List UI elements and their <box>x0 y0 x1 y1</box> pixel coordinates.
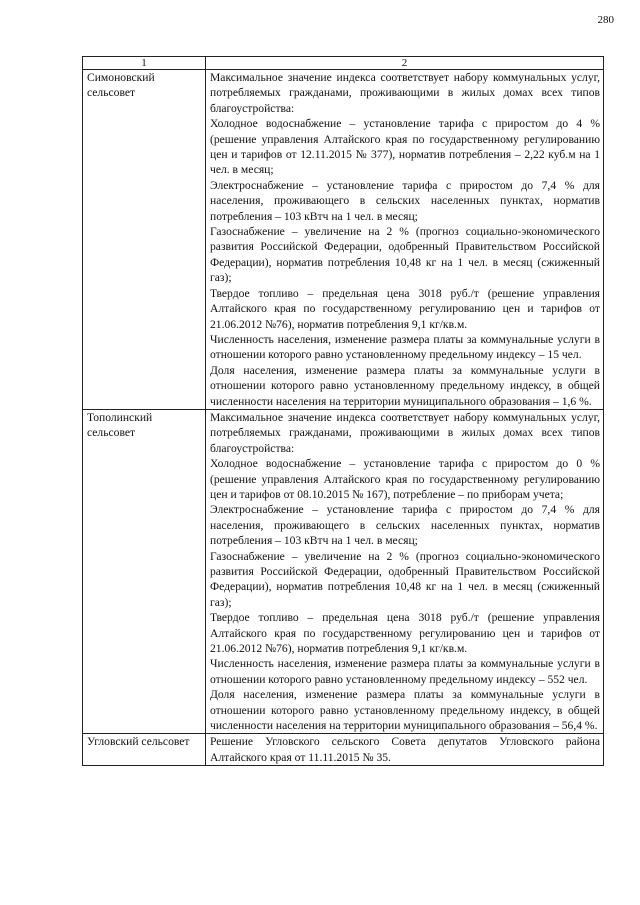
description-paragraph: Численность населения, изменение размера платы за коммунальные услуги в отношении которого равно установленному предельному индексу – 15 чел. <box>210 332 600 362</box>
index-description <box>206 734 604 766</box>
description-paragraph: Электроснабжение – установление тарифа с приростом до 7,4 % для населения, проживающего в сельских населенных пунктах, норматив потребления – 103 кВтч на 1 чел. в месяц; <box>210 178 600 223</box>
description-paragraph: Газоснабжение – увеличение на 2 % (прогноз социально-экономического развития Российской Федерации, одобренный Правительством Российской Федерации), норматив потребления 10,48 кг на 1 чел. в месяц (сжиженный газ); <box>210 549 600 609</box>
column-header-1: 1 <box>83 57 206 70</box>
table-header-row <box>83 57 604 70</box>
municipality-name: Тополинский сельсовет <box>83 409 206 734</box>
index-description <box>206 409 604 734</box>
description-paragraph: Холодное водоснабжение – установление тарифа с приростом до 4 % (решение управления Алтайского края по государственному регулированию цен и тарифов от 12.11.2015 № 377), норматив потребления – 2,22 куб.м на 1 чел. в месяц; <box>210 117 600 177</box>
description-paragraph: Твердое топливо – предельная цена 3018 руб./т (решение управления Алтайского края по государственному регулированию цен и тарифов от 21.06.2012 №76), норматив потребления 9,1 кг/кв.м. <box>210 611 600 656</box>
table-row <box>83 409 604 734</box>
page-number: 280 <box>597 14 614 26</box>
description-paragraph: Холодное водоснабжение – установление тарифа с приростом до 0 % (решение управления Алтайского края по государственному регулированию цен и тарифов от 08.10.2015 № 167), потребление – по приборам учета; <box>210 457 600 501</box>
table-row <box>83 734 604 766</box>
description-paragraph: Численность населения, изменение размера платы за коммунальные услуги в отношении которого равно установленному предельному индексу – 552 чел. <box>210 657 600 686</box>
description-paragraph: Доля населения, изменение размера платы за коммунальные услуги в отношении которого равно установленному предельному индексу, в общей численности населения на территории муниципального образования – 56,4 %. <box>210 688 600 733</box>
description-paragraph: Твердое топливо – предельная цена 3018 руб./т (решение управления Алтайского края по государственному регулированию цен и тарифов от 21.06.2012 №76), норматив потребления 9,1 кг/кв.м. <box>210 286 600 331</box>
municipality-name: Угловский сельсовет <box>83 734 206 766</box>
municipal-index-table <box>82 56 604 766</box>
municipality-name: Симоновский сельсовет <box>83 70 206 410</box>
description-paragraph: Доля населения, изменение размера платы за коммунальные услуги в отношении которого равно установленному предельному индексу, в общей численности населения на территории муниципального образования – 1,6 %. <box>210 363 600 408</box>
index-description <box>206 70 604 410</box>
description-paragraph: Электроснабжение – установление тарифа с приростом до 7,4 % для населения, проживающего в сельских населенных пунктах, норматив потребления – 103 кВтч на 1 чел. в месяц; <box>210 503 600 548</box>
table-body <box>83 70 604 766</box>
description-paragraph: Максимальное значение индекса соответствует набору коммунальных услуг, потребляемых гражданами, проживающими в жилых домах всех типов благоустройства: <box>210 71 600 115</box>
description-paragraph: Максимальное значение индекса соответствует набору коммунальных услуг, потребляемых гражданами, проживающими в жилых домах всех типов благоустройства: <box>210 410 600 455</box>
description-paragraph: Газоснабжение – увеличение на 2 % (прогноз социально-экономического развития Российской Федерации, одобренный Правительством Российской Федерации), норматив потребления 10,48 кг на 1 чел. в месяц (сжиженный газ); <box>210 225 600 285</box>
description-paragraph: Решение Угловского сельского Совета депутатов Угловского района Алтайского края от 11.11.2015 № 35. <box>210 735 600 764</box>
column-header-2: 2 <box>206 57 604 70</box>
table-row <box>83 70 604 410</box>
